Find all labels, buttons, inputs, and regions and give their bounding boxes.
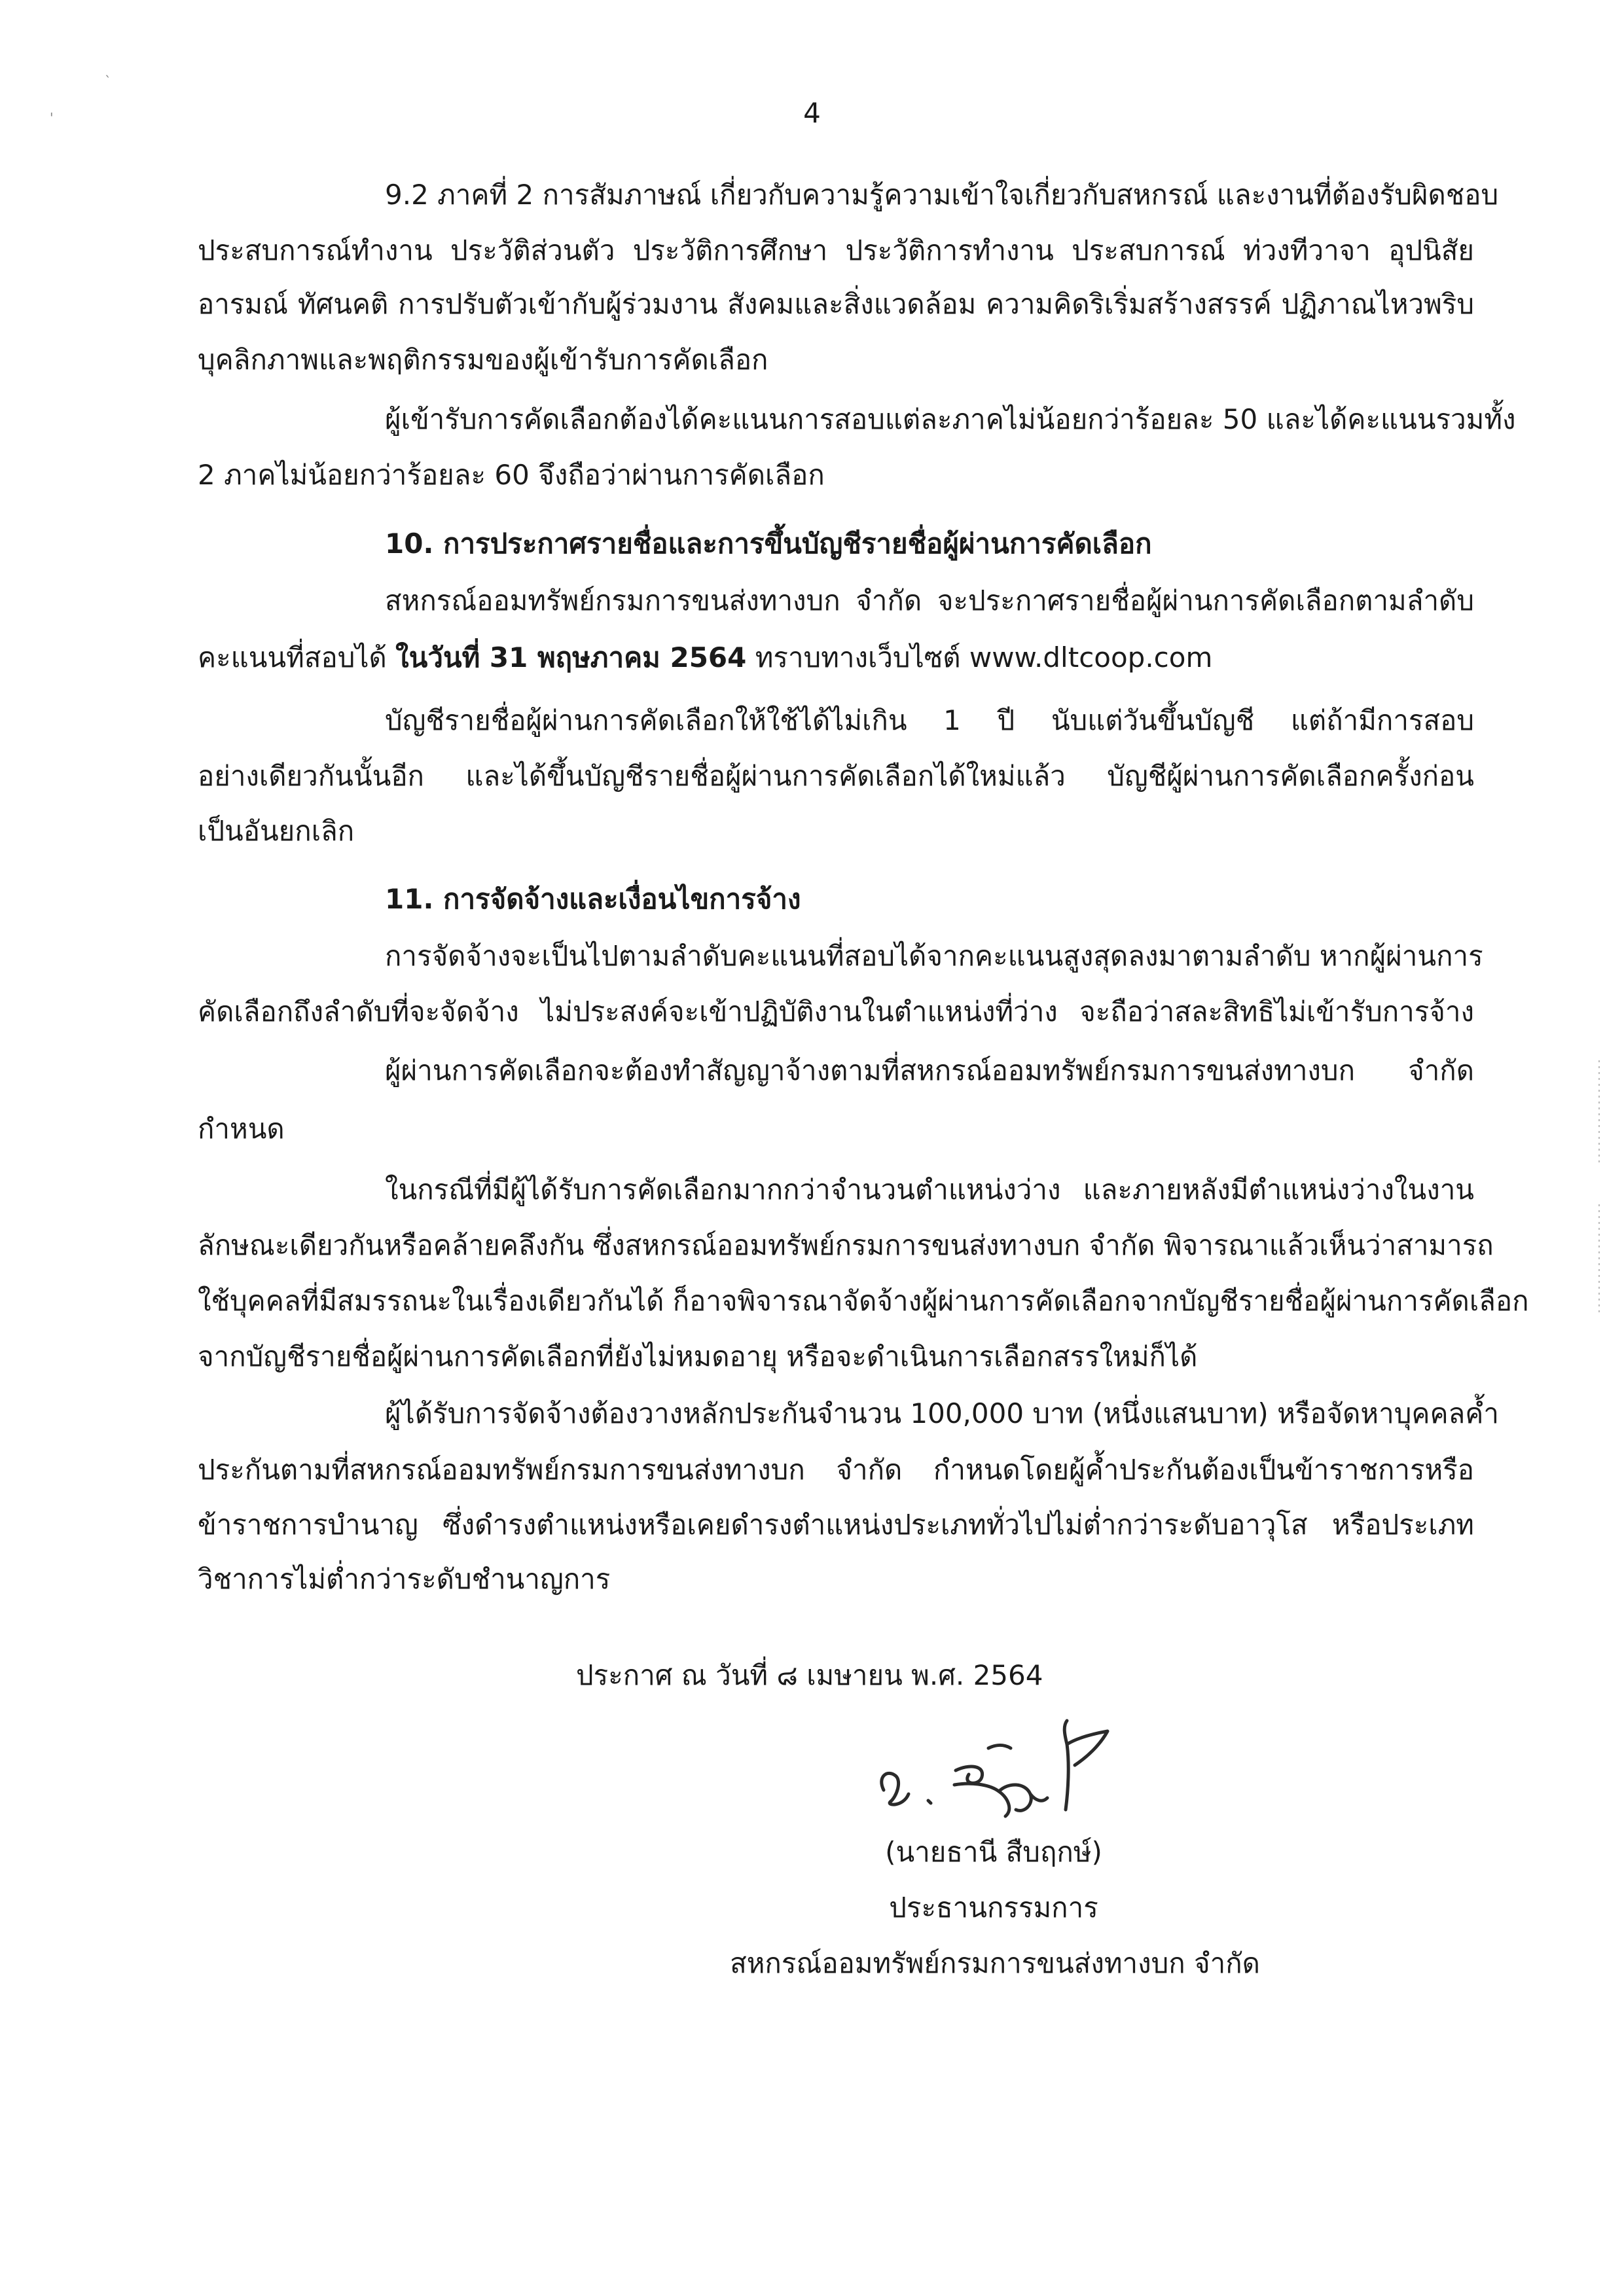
section-10-paragraph-line: บัญชีรายชื่อผู้ผ่านการคัดเลือกให้ใช้ได้ไม่เกิน 1 ปี นับแต่วันขึ้นบัญชี แต่ถ้ามีการสอบ	[385, 704, 1474, 736]
announce-date-bold: ในวันที่ 31 พฤษภาคม 2564	[395, 641, 747, 673]
section-11-heading: 11. การจัดจ้างและเงื่อนไขการจ้าง	[385, 883, 801, 915]
section-11-paragraph-line: ผู้ผ่านการคัดเลือกจะต้องทำสัญญาจ้างตามที่สหกรณ์ออมทรัพย์กรมการขนส่งทางบก จำกัด	[385, 1054, 1474, 1086]
section-11-paragraph-line: การจัดจ้างจะเป็นไปตามลำดับคะแนนที่สอบได้จากคะแนนสูงสุดลงมาตามลำดับ หากผู้ผ่านการ	[385, 940, 1483, 972]
section-10-paragraph-line: สหกรณ์ออมทรัพย์กรมการขนส่งทางบก จำกัด จะประกาศรายชื่อผู้ผ่านการคัดเลือกตามลำดับ	[385, 584, 1474, 617]
section-11-paragraph-line: กำหนด	[198, 1113, 285, 1145]
pass-criteria-line: 2 ภาคไม่น้อยกว่าร้อยละ 60 จึงถือว่าผ่านการคัดเลือก	[198, 459, 825, 491]
scan-margin-mark	[1598, 1204, 1600, 1316]
section-11-paragraph-line: ใช้บุคคลที่มีสมรรถนะในเรื่องเดียวกันได้ ก็อาจพิจารณาจัดจ้างผู้ผ่านการคัดเลือกจากบัญชีรายชื่อผู้ผ่านการคัดเลือก	[198, 1285, 1529, 1317]
signatory-organization: สหกรณ์ออมทรัพย์กรมการขนส่งทางบก จำกัด	[730, 1947, 1260, 1979]
section-11-paragraph-line: คัดเลือกถึงลำดับที่จะจัดจ้าง ไม่ประสงค์จะเข้าปฏิบัติงานในตำแหน่งที่ว่าง จะถือว่าสละสิทธิไม่เข้ารับการจ้าง	[198, 996, 1474, 1028]
section-10-heading: 10. การประกาศรายชื่อและการขึ้นบัญชีรายชื่อผู้ผ่านการคัดเลือก	[385, 528, 1152, 560]
scan-margin-mark	[1598, 1060, 1600, 1165]
announcement-date: ประกาศ ณ วันที่ ๘ เมษายน พ.ศ. 2564	[576, 1659, 1043, 1691]
pass-criteria-line: ผู้เข้ารับการคัดเลือกต้องได้คะแนนการสอบแต่ละภาคไม่น้อยกว่าร้อยละ 50 และได้คะแนนรวมทั้ง	[385, 403, 1516, 435]
section-9-2-line: อารมณ์ ทัศนคติ การปรับตัวเข้ากับผู้ร่วมงาน สังคมและสิ่งแวดล้อม ความคิดริเริ่มสร้างสรรค์ ปฏิภาณไหวพริบ	[198, 288, 1474, 320]
section-11-paragraph-line: ในกรณีที่มีผู้ได้รับการคัดเลือกมากกว่าจำนวนตำแหน่งว่าง และภายหลังมีตำแหน่งว่างในงาน	[385, 1174, 1474, 1206]
page-number: 4	[803, 97, 821, 129]
handwritten-signature	[871, 1712, 1119, 1836]
section-11-paragraph-line: ผู้ได้รับการจัดจ้างต้องวางหลักประกันจำนวน 100,000 บาท (หนึ่งแสนบาท) หรือจัดหาบุคคลค้ำ	[385, 1397, 1499, 1429]
section-10-paragraph-line: อย่างเดียวกันนั้นอีก และได้ขึ้นบัญชีรายชื่อผู้ผ่านการคัดเลือกได้ใหม่แล้ว บัญชีผู้ผ่านการคัดเลือกครั้งก่อน	[198, 760, 1474, 792]
section-11-paragraph-line: ลักษณะเดียวกันหรือคล้ายคลึงกัน ซึ่งสหกรณ์ออมทรัพย์กรมการขนส่งทางบก จำกัด พิจารณาแล้วเห็นว่าสามารถ	[198, 1229, 1494, 1261]
score-text: คะแนนที่สอบได้	[198, 641, 396, 673]
scan-speck: `	[105, 73, 111, 89]
section-9-2-line: ประสบการณ์ทำงาน ประวัติส่วนตัว ประวัติการศึกษา ประวัติการทำงาน ประสบการณ์ ท่วงทีวาจา อุปนิสัย	[198, 234, 1474, 266]
signatory-position: ประธานกรรมการ	[889, 1892, 1098, 1924]
section-9-2-line: บุคลิกภาพและพฤติกรรมของผู้เข้ารับการคัดเลือก	[198, 344, 768, 376]
section-10-paragraph-line	[198, 639, 1212, 676]
section-11-paragraph-line: ข้าราชการบำนาญ ซึ่งดำรงตำแหน่งหรือเคยดำรงตำแหน่งประเภททั่วไปไม่ต่ำกว่าระดับอาวุโส หรือประเภท	[198, 1509, 1474, 1541]
section-11-paragraph-line: วิชาการไม่ต่ำกว่าระดับชำนาญการ	[198, 1563, 611, 1595]
scan-speck: '	[50, 110, 54, 126]
section-11-paragraph-line: ประกันตามที่สหกรณ์ออมทรัพย์กรมการขนส่งทางบก จำกัด กำหนดโดยผู้ค้ำประกันต้องเป็นข้าราชการหรือ	[198, 1454, 1474, 1486]
website-text: ทราบทางเว็บไซต์ www.dltcoop.com	[746, 641, 1213, 673]
signatory-name: (นายธานี สืบฤกษ์)	[885, 1836, 1102, 1868]
section-9-2-line: 9.2 ภาคที่ 2 การสัมภาษณ์ เกี่ยวกับความรู้ความเข้าใจเกี่ยวกับสหกรณ์ และงานที่ต้องรับผิดชอบ	[385, 179, 1499, 211]
section-11-paragraph-line: จากบัญชีรายชื่อผู้ผ่านการคัดเลือกที่ยังไม่หมดอายุ หรือจะดำเนินการเลือกสรรใหม่ก็ได้	[198, 1340, 1198, 1372]
section-10-paragraph-line: เป็นอันยกเลิก	[198, 815, 355, 847]
